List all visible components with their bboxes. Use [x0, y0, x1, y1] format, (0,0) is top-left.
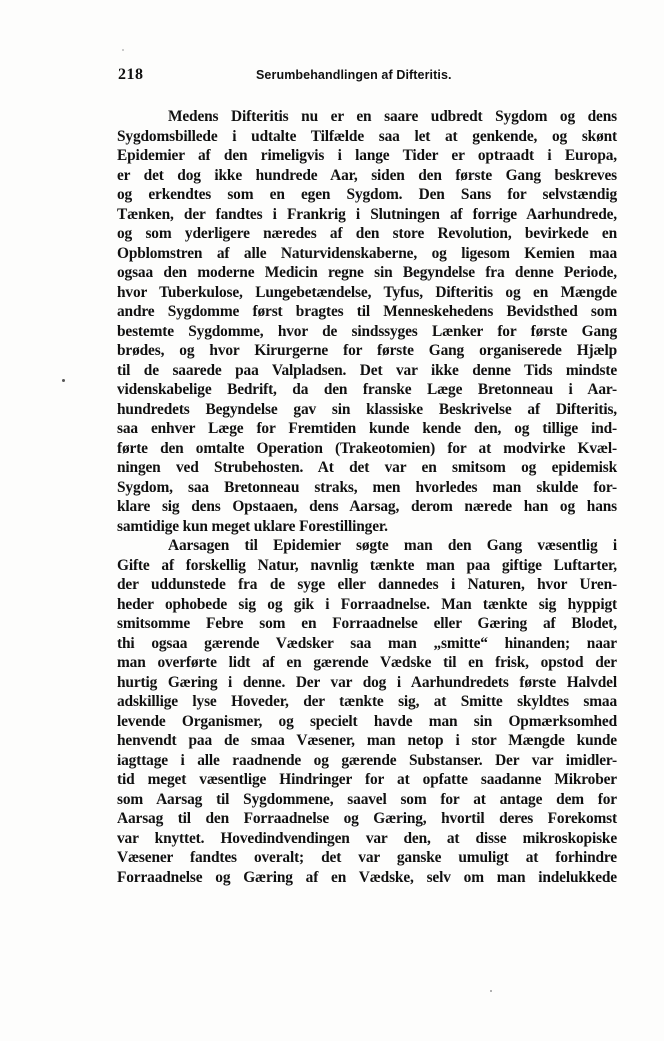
text-line: Tænken, der fandtes i Frankrig i Slutningen af forrige Aarhundrede, — [117, 205, 617, 223]
text-line: var knyttet. Hovedindvendingen var den, at disse mikroskopiske — [117, 829, 617, 847]
paragraph-2 — [117, 536, 617, 887]
text-line: thi ogsaa gærende Vædsker saa man „smitte“ hinanden; naar — [117, 634, 617, 652]
text-line: levende Organismer, og specielt havde man sin Opmærksomhed — [117, 712, 617, 730]
text-line: iagttage i alle raadnende og gærende Substanser. Der var imidler- — [117, 751, 617, 769]
page-number: 218 — [118, 66, 144, 83]
text-line: tid meget væsentlige Hindringer for at opfatte saadanne Mikrober — [117, 771, 617, 788]
text-line: smitsomme Febre som en Forraadnelse eller Gæring af Blodet, — [117, 615, 617, 632]
text-line: Aarsagen til Epidemier søgte man den Gang væsentlig i — [168, 537, 617, 554]
text-line: bestemte Sygdomme, hvor de sindssyges Lænker for første Gang — [117, 322, 617, 340]
text-line: førte den omtalte Operation (Trakeotomien) for at modvirke Kvæl- — [117, 439, 617, 457]
text-line: Sygdomsbillede i udtalte Tilfælde saa let at genkende, og skønt — [117, 127, 617, 145]
text-line: der uddunstede fra de syge eller dannedes i Naturen, hvor Uren- — [117, 576, 617, 593]
margin-mark — [62, 379, 65, 382]
text-line: videnskabelige Bedrift, da den franske Læge Bretonneau i Aar- — [117, 381, 617, 398]
running-title: Serumbehandlingen af Difteritis. — [256, 68, 452, 82]
text-line: hurtig Gæring i denne. Der var dog i Aarhundredets første Halvdel — [117, 673, 617, 691]
page-header — [118, 66, 616, 88]
text-line: hundredets Begyndelse gav sin klassiske Beskrivelse af Difteritis, — [117, 400, 617, 418]
text-line: klare sig dens Opstaaen, dens Aarsag, derom nærede han og hans — [117, 498, 617, 515]
body-text — [117, 107, 617, 887]
text-line: til de saarede paa Valpladsen. Det var ikke denne Tids mindste — [117, 361, 617, 379]
text-line: er det dog ikke hundrede Aar, siden den første Gang beskreves — [117, 166, 617, 184]
text-line: samtidige kun meget uklare Forestillinger. — [117, 517, 388, 535]
text-line: Sygdom, saa Bretonneau straks, men hvorledes man skulde for- — [117, 478, 617, 496]
text-line: man overførte lidt af en gærende Vædske til en frisk, opstod der — [117, 654, 617, 671]
text-line: Gifte af forskellig Natur, navnlig tænkte man paa giftige Luftarter, — [117, 556, 617, 574]
text-line: og erkendtes som en egen Sygdom. Den Sans for selvstændig — [117, 186, 617, 203]
text-line: ningen ved Strubehosten. At det var en smitsom og epidemisk — [117, 459, 617, 476]
text-line: heder ophobede sig og gik i Forraadnelse. Man tænkte sig hyppigt — [117, 595, 617, 613]
text-line: Forraadnelse og Gæring af en Vædske, selv om man indelukkede — [117, 868, 617, 886]
text-line: andre Sygdomme først bragtes til Menneskehedens Bevidsthed som — [117, 303, 617, 320]
text-line: adskillige lyse Hoveder, der tænkte sig, at Smitte skyldtes smaa — [117, 693, 617, 710]
text-line: Opblomstren af alle Naturvidenskaberne, og ligesom Kemien maa — [117, 244, 617, 262]
text-line: og som yderligere næredes af den store Revolution, bevirkede en — [117, 225, 617, 242]
text-line: Aarsag til den Forraadnelse og Gæring, hvortil deres Forekomst — [117, 810, 617, 827]
text-line: henvendt paa de smaa Væsener, man netop i stor Mængde kunde — [117, 732, 617, 749]
text-line: saa enhver Læge for Fremtiden kunde kende den, og tillige ind- — [117, 420, 617, 437]
text-line: hvor Tuberkulose, Lungebetændelse, Tyfus, Difteritis og en Mængde — [117, 283, 617, 301]
text-line: Medens Difteritis nu er en saare udbredt Sygdom og dens — [168, 108, 617, 125]
text-line: Epidemier af den rimeligvis i lange Tider er optraadt i Europa, — [117, 147, 617, 164]
scan-speck — [490, 990, 492, 992]
scan-speck — [122, 49, 124, 51]
text-line: ogsaa den moderne Medicin regne sin Begyndelse fra denne Periode, — [117, 264, 617, 281]
text-line: Væsener fandtes overalt; det var ganske umuligt at forhindre — [117, 849, 617, 866]
paragraph-1 — [117, 107, 617, 536]
text-line: som Aarsag til Sygdommene, saavel som for at antage dem for — [117, 790, 617, 808]
text-line: brødes, og hvor Kirurgerne for første Gang organiserede Hjælp — [117, 342, 617, 359]
